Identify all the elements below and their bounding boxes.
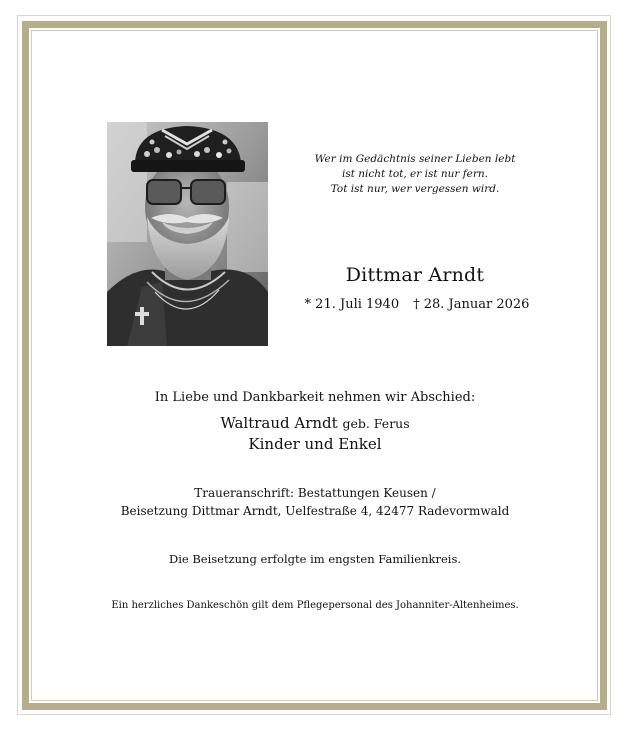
portrait-photo	[107, 122, 268, 346]
mourners-block	[60, 413, 570, 455]
deceased-name: Dittmar Arndt	[345, 264, 485, 286]
memorial-quote	[300, 152, 530, 197]
quote-line-2: ist nicht tot, er ist nur fern.	[341, 168, 489, 180]
mourner-line	[60, 413, 570, 434]
address-line-2: Beisetzung Dittmar Arndt, Uelfestraße 4, 42477 Radevormwald	[120, 504, 510, 518]
address-line-1: Traueranschrift: Bestattungen Keusen /	[194, 486, 436, 500]
quote-line-1: Wer im Gedächtnis seiner Lieben lebt	[314, 153, 516, 165]
death-date: † 28. Januar 2026	[413, 297, 530, 312]
life-dates	[292, 297, 542, 312]
quote-line-3: Tot ist nur, wer vergessen wird.	[330, 183, 500, 195]
farewell-text: In Liebe und Dankbarkeit nehmen wir Abschied:	[154, 390, 476, 405]
mourning-address	[40, 484, 590, 520]
mourner-family: Kinder und Enkel	[248, 435, 382, 453]
birth-date: * 21. Juli 1940	[304, 297, 400, 312]
mourner-name: Waltraud Arndt	[220, 414, 338, 432]
mourner-maiden-name: geb. Ferus	[342, 416, 410, 431]
burial-note: Die Beisetzung erfolgte im engsten Familienkreis.	[168, 552, 462, 566]
thanks-note: Ein herzliches Dankeschön gilt dem Pflegepersonal des Johanniter-Altenheimes.	[111, 600, 519, 611]
